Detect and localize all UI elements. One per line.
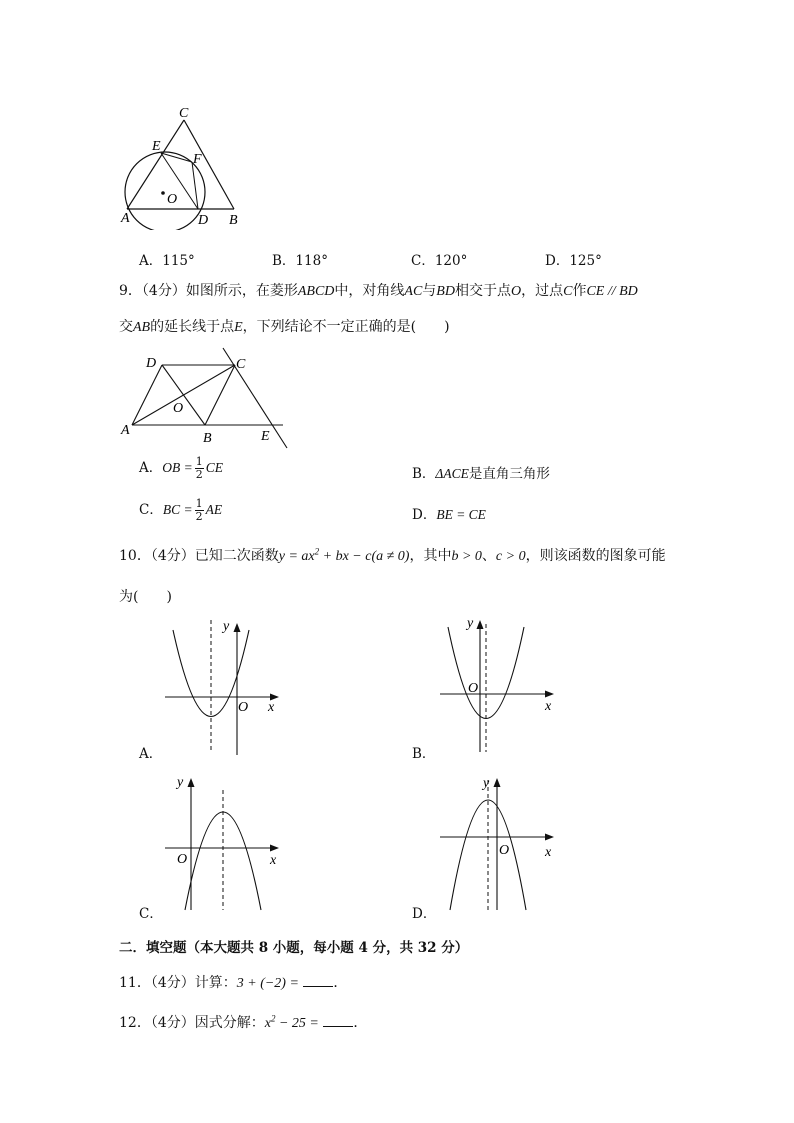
q11-end: ． bbox=[333, 975, 348, 991]
q12-points: （4分） bbox=[150, 1015, 195, 1031]
q8-option-b[interactable] bbox=[272, 249, 328, 269]
q10-condition-b: b > 0 bbox=[451, 549, 482, 564]
q8-option-b-letter: B． bbox=[272, 253, 296, 269]
q10-graph-d-x-label: x bbox=[545, 845, 552, 860]
q10-graph-b bbox=[435, 612, 560, 757]
q9-line-ce bbox=[223, 348, 287, 448]
q9-text-1a: 如图所示，在菱形 bbox=[185, 283, 298, 299]
q8-figure bbox=[115, 100, 255, 230]
q9-text-1i: ，过点 bbox=[521, 283, 564, 299]
q9-option-a[interactable] bbox=[139, 456, 223, 481]
q9-option-b-letter: B． bbox=[412, 466, 436, 482]
section-2-title: 二．填空题（本大题共 8 小题，每小题 4 分，共 32 分） bbox=[119, 940, 469, 956]
q10-condition-c: c > 0 bbox=[495, 549, 526, 564]
q8-option-c-text: 120° bbox=[434, 253, 468, 269]
q10-formula-exponent: 2 bbox=[314, 546, 320, 557]
q8-option-a[interactable] bbox=[139, 249, 195, 269]
q9-label-c: C bbox=[236, 357, 246, 372]
q10-number: 10． bbox=[119, 548, 151, 564]
q8-option-a-letter: A． bbox=[139, 253, 163, 269]
q11-expression: 3 + (−2) = bbox=[236, 976, 299, 991]
q10-option-a-letter[interactable]: A． bbox=[139, 746, 163, 762]
q10-graph-b-y-label: y bbox=[467, 616, 474, 631]
q9-text-1e: 与 bbox=[422, 283, 437, 299]
q12-answer-blank[interactable] bbox=[323, 1014, 353, 1027]
q9-number: 9． bbox=[119, 283, 142, 299]
q9-option-a-fraction bbox=[195, 456, 204, 481]
q9-option-c-numerator: 1 bbox=[195, 497, 203, 510]
q9-math-e: E bbox=[234, 320, 243, 335]
q9-math-bd: BD bbox=[436, 284, 455, 299]
q8-label-o: O bbox=[167, 192, 178, 207]
q10-graph-c-x-label: x bbox=[270, 853, 277, 868]
q9-option-a-letter: A． bbox=[139, 460, 163, 476]
q8-label-d: D bbox=[198, 213, 209, 228]
q10-graph-a-y-label: y bbox=[223, 619, 230, 634]
q9-points: （4分） bbox=[141, 283, 186, 299]
q8-option-c[interactable] bbox=[411, 249, 467, 269]
q12-text: 因式分解： bbox=[194, 1015, 265, 1031]
q9-option-d[interactable] bbox=[412, 503, 486, 523]
q10-text-c: 、 bbox=[481, 548, 496, 564]
q10-graph-c-x-arrow bbox=[270, 845, 279, 852]
q9-math-ab: AB bbox=[133, 320, 151, 335]
q9-option-d-letter: D． bbox=[412, 507, 437, 523]
q10-graph-d-origin-label: O bbox=[499, 843, 510, 858]
q9-option-a-numerator: 1 bbox=[195, 455, 203, 468]
q9-option-c-fraction bbox=[195, 498, 204, 523]
q9-text-1g: 相交于点 bbox=[454, 283, 511, 299]
q10-option-c-letter[interactable]: C． bbox=[139, 906, 163, 922]
q10-graph-c-origin-label: O bbox=[177, 852, 188, 867]
q9-math-ac: AC bbox=[404, 284, 423, 299]
q10-graph-a-y-arrow bbox=[234, 623, 241, 632]
q8-center-dot bbox=[161, 191, 165, 195]
q9-label-o: O bbox=[173, 401, 184, 416]
q10-graph-a-x-label: x bbox=[268, 700, 275, 715]
q9-option-c-lhs: BC = bbox=[162, 502, 193, 517]
q9-option-b[interactable] bbox=[412, 462, 550, 482]
q9-figure bbox=[115, 345, 295, 450]
q11-text: 计算： bbox=[194, 975, 237, 991]
q11-stem bbox=[119, 972, 347, 992]
q10-text-b: ，其中 bbox=[409, 548, 452, 564]
q10-graph-d bbox=[435, 770, 560, 915]
q9-text-1k: 作 bbox=[572, 283, 587, 299]
q9-label-d: D bbox=[146, 356, 157, 371]
q10-graph-a-origin-label: O bbox=[238, 700, 249, 715]
q9-label-e: E bbox=[261, 429, 270, 444]
q9-label-a: A bbox=[121, 423, 130, 438]
q10-formula-a: y = ax bbox=[278, 549, 315, 564]
q8-option-d[interactable] bbox=[545, 249, 602, 269]
q10-graph-b-x-arrow bbox=[545, 691, 554, 698]
q12-stem bbox=[119, 1012, 367, 1032]
q9-option-c-denominator: 2 bbox=[195, 510, 203, 523]
q8-option-d-text: 125° bbox=[569, 253, 602, 269]
q9-option-c-letter: C． bbox=[139, 502, 163, 518]
q11-answer-blank[interactable] bbox=[303, 974, 333, 987]
q10-graph-b-origin-label: O bbox=[468, 681, 479, 696]
q12-end: ． bbox=[353, 1015, 368, 1031]
q10-graph-c bbox=[160, 770, 285, 915]
q10-graph-d-x-arrow bbox=[545, 834, 554, 841]
q9-option-a-lhs: OB = bbox=[162, 460, 193, 475]
q8-option-b-text: 118° bbox=[295, 253, 328, 269]
q9-math-ce-parallel-bd: CE // BD bbox=[586, 284, 638, 299]
q10-text-d: ，则该函数的图象可能 bbox=[525, 548, 666, 564]
q8-label-f: F bbox=[193, 152, 202, 167]
q10-stem-line1 bbox=[119, 545, 666, 565]
q8-triangle-side-bc bbox=[184, 120, 234, 209]
q12-expression-exponent: 2 bbox=[270, 1013, 276, 1024]
q9-label-b: B bbox=[203, 431, 212, 446]
q10-graph-b-y-arrow bbox=[477, 620, 484, 629]
q11-number: 11． bbox=[119, 975, 151, 991]
q9-option-a-rhs: CE bbox=[205, 460, 223, 475]
q9-math-o: O bbox=[510, 284, 522, 299]
q9-option-a-denominator: 2 bbox=[195, 468, 203, 481]
q10-stem-line2 bbox=[119, 586, 172, 606]
q10-option-d-letter[interactable]: D． bbox=[412, 906, 437, 922]
q10-text-a: 已知二次函数 bbox=[194, 548, 279, 564]
q8-label-c: C bbox=[179, 106, 189, 121]
q8-option-d-letter: D． bbox=[545, 253, 570, 269]
q10-graph-b-x-label: x bbox=[545, 699, 552, 714]
q9-text-1c: 中，对角线 bbox=[334, 283, 405, 299]
q9-option-b-math: ΔACE bbox=[435, 466, 469, 481]
q9-text-2c: 的延长线于点 bbox=[150, 319, 235, 335]
q9-math-c: C bbox=[563, 284, 573, 299]
q8-label-a: A bbox=[121, 211, 130, 226]
q9-math-abcd: ABCD bbox=[297, 284, 335, 299]
q9-option-d-math: BE = CE bbox=[436, 507, 486, 522]
q8-label-e: E bbox=[152, 139, 161, 154]
q9-option-b-text: 是直角三角形 bbox=[468, 466, 550, 482]
q10-graph-d-y-arrow bbox=[494, 778, 501, 787]
q8-option-a-text: 115° bbox=[162, 253, 195, 269]
q10-line2: 为( ) bbox=[119, 589, 172, 605]
q12-expression-a: x bbox=[264, 1016, 271, 1031]
q9-option-c[interactable] bbox=[139, 498, 222, 523]
q8-option-c-letter: C． bbox=[411, 253, 435, 269]
q12-expression-b: − 25 = bbox=[275, 1016, 319, 1031]
q10-formula-b: + bx − c(a ≠ 0) bbox=[319, 549, 410, 564]
q9-stem-line1 bbox=[119, 280, 638, 300]
q8-label-b: B bbox=[229, 213, 238, 228]
q9-option-c-rhs: AE bbox=[205, 502, 223, 517]
q10-graph-c-y-label: y bbox=[177, 775, 184, 790]
q9-diagonal-bd bbox=[162, 365, 205, 425]
q9-text-2a: 交 bbox=[119, 319, 133, 335]
q12-number: 12． bbox=[119, 1015, 151, 1031]
q9-text-2e: ，下列结论不一定正确的是( ) bbox=[242, 319, 450, 335]
q9-stem-line2 bbox=[119, 316, 450, 336]
q10-graph-d-y-label: y bbox=[483, 776, 490, 791]
q10-option-b-letter[interactable]: B． bbox=[412, 746, 436, 762]
q10-points: （4分） bbox=[150, 548, 195, 564]
q11-points: （4分） bbox=[150, 975, 195, 991]
q10-graph-a bbox=[160, 615, 285, 760]
q10-graph-c-y-arrow bbox=[188, 778, 195, 787]
